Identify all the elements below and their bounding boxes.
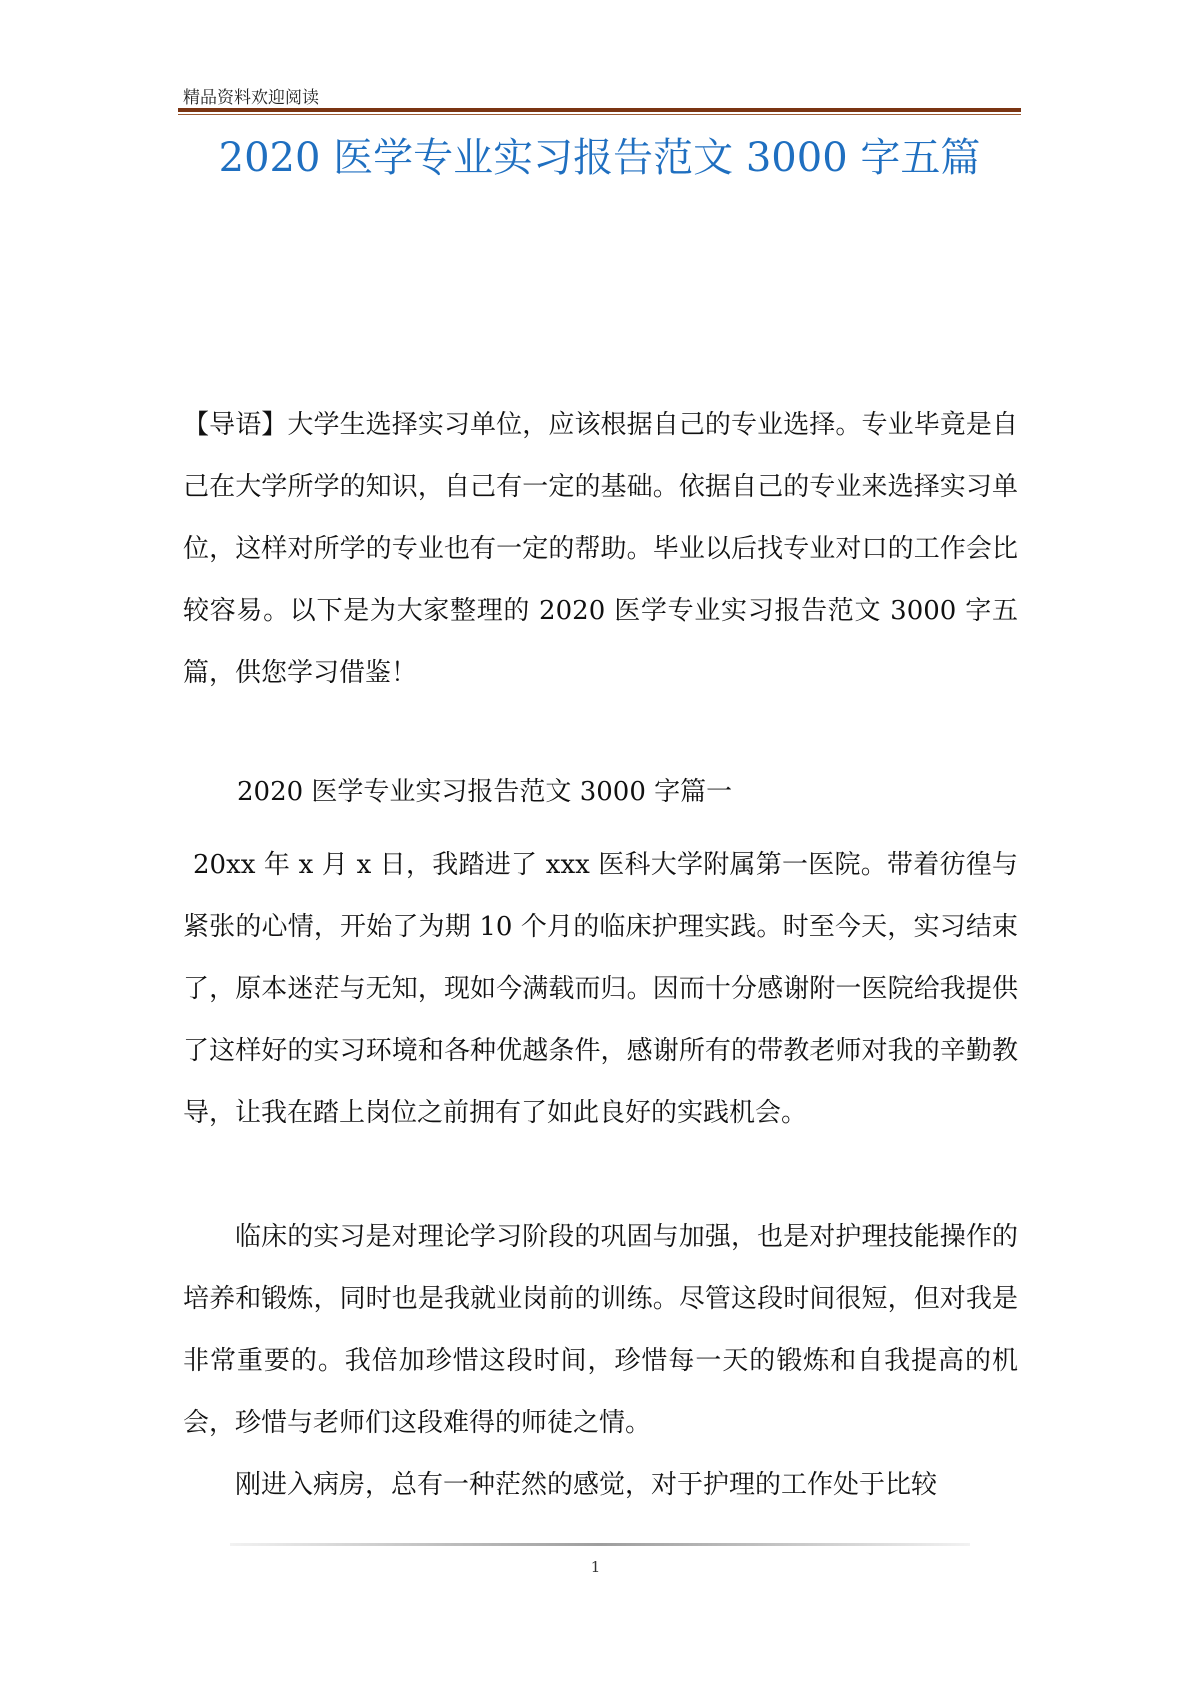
header-text: 精品资料欢迎阅读 <box>183 88 319 108</box>
page-number: 1 <box>590 1558 601 1576</box>
body-paragraph: 20xx 年 x 月 x 日，我踏进了 xxx 医科大学附属第一医院。带着彷徨与紧张的心情，开始了为期 10 个月的临床护理实践。时至今天，实习结束了，原本迷茫与无知，现如今满载而归。因而十分感谢附一医院给我提供了这样好的实习环境和各种优越条件，感谢所有的带教老师对我的辛勤教导，让我在踏上岗位之前拥有了如此良好的实践机会。 <box>183 850 1018 1128</box>
header-rule-thin <box>178 114 1021 115</box>
body-paragraph: 临床的实习是对理论学习阶段的巩固与加强，也是对护理技能操作的培养和锻炼，同时也是我就业岗前的训练。尽管这段时间很短，但对我是非常重要的。我倍加珍惜这段时间，珍惜每一天的锻炼和自我提高的机会，珍惜与老师们这段难得的师徒之情。 <box>183 1222 1018 1438</box>
footer-rule <box>230 1543 970 1546</box>
section-heading: 2020 医学专业实习报告范文 3000 字篇一 <box>237 777 733 807</box>
body-paragraph: 刚进入病房，总有一种茫然的感觉，对于护理的工作处于比较 <box>235 1470 938 1500</box>
intro-paragraph: 【导语】大学生选择实习单位，应该根据自己的专业选择。专业毕竟是自己在大学所学的知识，自己有一定的基础。依据自己的专业来选择实习单位，这样对所学的专业也有一定的帮助。毕业以后找专业对口的工作会比较容易。以下是为大家整理的 2020 医学专业实习报告范文 3000 字五篇，供您学习借鉴！ <box>183 410 1018 688</box>
header-rule <box>178 108 1021 112</box>
document-title: 2020 医学专业实习报告范文 3000 字五篇 <box>218 135 981 181</box>
